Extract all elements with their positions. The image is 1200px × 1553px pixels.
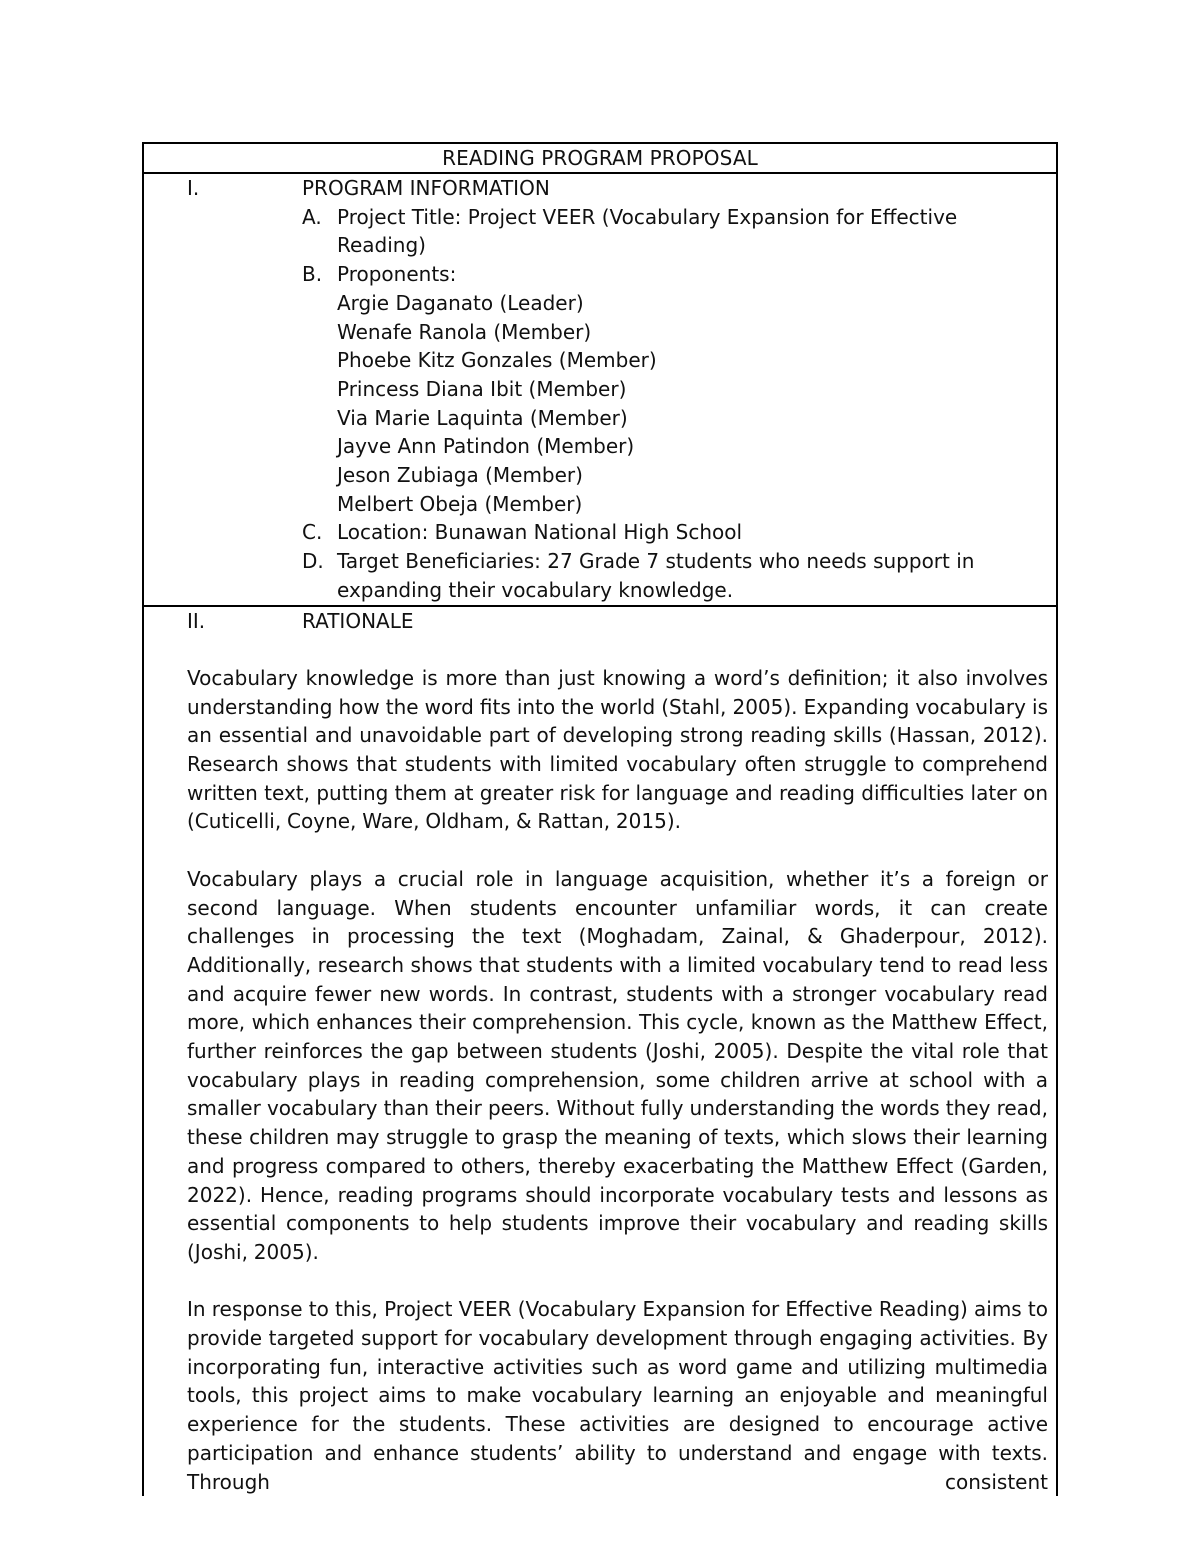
program-information-section	[144, 174, 1056, 607]
section-heading-program-information	[187, 174, 1048, 203]
proponent-name: Wenafe Ranola (Member)	[337, 319, 592, 344]
target-beneficiaries-text: Target Beneficiaries: 27 Grade 7 students who needs support in expanding their vocabulary knowledge.	[337, 549, 975, 602]
location-text: Location: Bunawan National High School	[337, 520, 743, 545]
proponent-name: Melbert Obeja (Member)	[337, 491, 583, 516]
proponent-name: Phoebe Kitz Gonzales (Member)	[337, 348, 657, 373]
document-title: READING PROGRAM PROPOSAL	[144, 144, 1056, 174]
proponent-name: Via Marie Laquinta (Member)	[337, 405, 628, 430]
rationale-paragraph: Vocabulary knowledge is more than just knowing a word’s definition; it also involves understanding how the word fits into the world (Stahl, 2005). Expanding vocabulary is an essential and unavoidable part of developing strong reading skills (Hassan, 2012). Research shows that students with limited vocabulary often struggle to comprehend written text, putting them at greater risk for language and reading difficulties later on (Cuticelli, Coyne, Ware, Oldham, & Rattan, 2015).	[187, 665, 1048, 834]
proponent-name: Jayve Ann Patindon (Member)	[337, 434, 635, 459]
rationale-paragraph: In response to this, Project VEER (Vocabulary Expansion for Effective Reading) aims to provide targeted support for vocabulary development through engaging activities. By incorporating fun, interactive activities such as word game and utilizing multimedia tools, this project aims to make vocabulary learning an enjoyable and meaningful experience for the students. These activities are designed to encourage active participation and enhance students’ ability to understand and engage with texts. Through consistent	[187, 1297, 1048, 1494]
section-heading-rationale	[187, 607, 1048, 636]
rationale-paragraph: Vocabulary plays a crucial role in language acquisition, whether it’s a foreign or second language. When students encounter unfamiliar words, it can create challenges in processing the text (Moghadam, Zainal, & Ghaderpour, 2012). Additionally, research shows that students with a limited vocabulary tend to read less and acquire fewer new words. In contrast, students with a stronger vocabulary read more, which enhances their comprehension. This cycle, known as the Matthew Effect, further reinforces the gap between students (Joshi, 2005). Despite the vital role that vocabulary plays in reading comprehension, some children arrive at school with a smaller vocabulary than their peers. Without fully understanding the words they read, these children may struggle to grasp the meaning of texts, which slows their learning and progress compared to others, thereby exacerbating the Matthew Effect (Garden, 2022). Hence, reading programs should incorporate vocabulary tests and lessons as essential components to help students improve their vocabulary and reading skills (Joshi, 2005).	[187, 866, 1048, 1264]
section-title: RATIONALE	[302, 608, 414, 633]
item-letter: A.	[302, 204, 322, 229]
proponents-label: Proponents:	[337, 262, 457, 287]
list-item-target-beneficiaries	[302, 547, 1048, 604]
program-information-list	[302, 203, 1048, 605]
proponent-name: Princess Diana Ibit (Member)	[337, 376, 627, 401]
item-letter: C.	[302, 520, 323, 545]
proposal-table	[142, 142, 1058, 1496]
rationale-section	[144, 607, 1056, 1497]
item-letter: B.	[302, 262, 323, 287]
proponent-name: Argie Daganato (Leader)	[337, 290, 584, 315]
section-number: II.	[187, 608, 206, 633]
section-number: I.	[187, 176, 200, 200]
list-item-location	[302, 518, 1048, 547]
section-title: PROGRAM INFORMATION	[302, 176, 550, 200]
project-title-text: Project Title: Project VEER (Vocabulary Expansion for Effective Reading)	[337, 204, 958, 258]
proponent-name: Jeson Zubiaga (Member)	[337, 463, 583, 488]
list-item-proponents	[302, 260, 1048, 289]
list-item-project-title	[302, 203, 1048, 260]
item-letter: D.	[302, 549, 324, 574]
